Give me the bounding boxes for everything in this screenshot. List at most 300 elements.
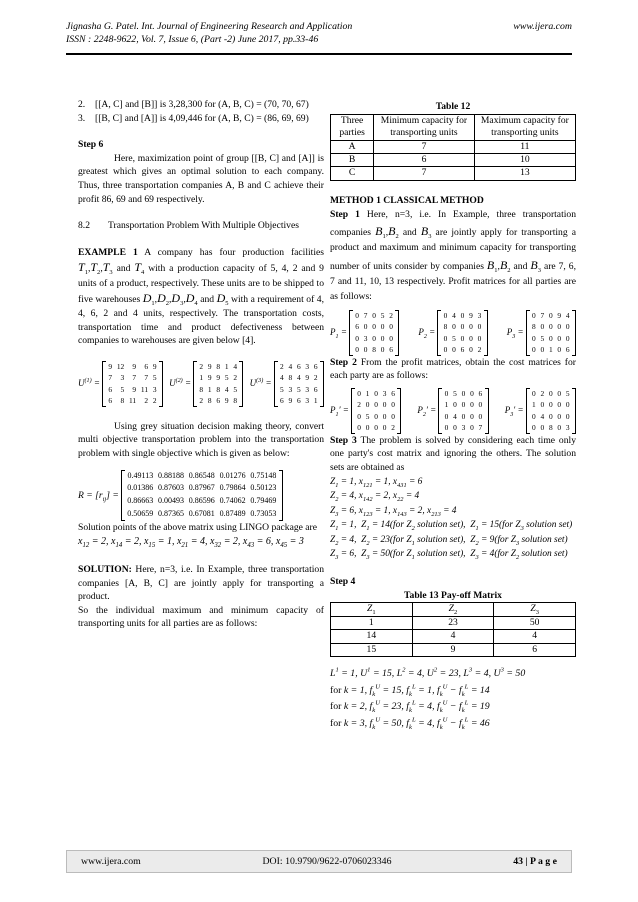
matrix-cell: 2 — [477, 345, 482, 355]
matrix-cell: 0 — [557, 411, 562, 421]
matrix-cell: 0 — [557, 423, 562, 433]
matrix-cell: 0 — [357, 388, 361, 398]
matrix-cell: 8 — [120, 396, 125, 406]
step2-paragraph: Step 2 From the profit matrices, obtain the cost matrices for each party are as follows: — [330, 356, 576, 382]
matrix-cell: 8 — [288, 373, 293, 383]
matrix-cell: 0.86596 — [188, 496, 215, 506]
matrix-cell: 0 — [531, 388, 536, 398]
matrix-cell: 0 — [548, 400, 553, 410]
matrix-cell: 0 — [565, 322, 570, 332]
matrix-cell: 7 — [144, 373, 149, 383]
grey-paragraph: Using grey situation decision making theory, convert multi objective transportation problem into the transportation problem with single objective which is given as below: — [78, 420, 324, 460]
table-cell: 23 — [412, 616, 494, 629]
matrix-C1: $P_1'$ = 0 1 0 3 6 2 0 0 0 0 0 5 0 0 0 0 0 0 0 2 — [330, 388, 401, 434]
list-item: 3. [[B, C] and [A]] is 4,09,446 for (A, B, C) = (86, 69, 69) — [78, 112, 309, 124]
table-row — [331, 643, 576, 656]
matrix-cell: 6 — [478, 388, 483, 398]
table-cell: 7 — [374, 167, 475, 180]
matrix-cell: 3 — [477, 310, 482, 320]
matrix-cell: 5 — [452, 333, 456, 343]
matrix-cell: 0 — [443, 310, 448, 320]
lingo-text: Solution points of the above matrix using LINGO package are — [78, 521, 317, 533]
table-header-cell: $Z_2$ — [412, 603, 494, 616]
table-header-cell: Three parties — [331, 114, 374, 140]
matrix-cell: 0 — [382, 423, 387, 433]
matrix-row — [355, 388, 397, 399]
matrix-cell: 2 — [152, 396, 157, 406]
matrix-cell: 0 — [452, 322, 456, 332]
matrix-cell: 1 — [313, 396, 318, 406]
matrix-cell: 9 — [288, 396, 293, 406]
matrix-R: $R = [r_{ij}]$ = 0.49113 0.88188 0.86548 0.01276 0.75148 0.01386 0.87603 0.87967 0.79864 0.50123 0.86663 0.00493 0.86596 0.74062 0.79469 0.50659 0.87365 0.67081 0.87489 0.73053 — [78, 470, 283, 521]
solution-points: $x_{12} = 2$, $x_{14} = 2$, $x_{15} = 1$, $x_{21} = 4$, $x_{32} = 2$, $x_{43} = 6$, $x_{45} = 3$ — [78, 536, 304, 550]
matrix-cell: 0.01276 — [219, 470, 246, 480]
page-header — [66, 20, 572, 46]
matrix-cell: 0 — [382, 411, 387, 421]
matrix-cell: 3 — [363, 333, 368, 343]
matrix-cell: 0 — [557, 400, 562, 410]
step4-heading: Step 4 — [330, 575, 356, 587]
matrix-cell: 9 — [132, 361, 137, 371]
matrix-cell: 6 — [389, 345, 393, 355]
matrix-row — [353, 310, 395, 321]
matrix-row — [106, 395, 159, 406]
matrix-cell: 0 — [452, 345, 456, 355]
matrix-row — [530, 321, 572, 332]
matrix-cell: 0 — [548, 388, 553, 398]
matrix-row — [125, 470, 279, 483]
table-cell: 15 — [331, 643, 413, 656]
matrix-cell: 1 — [224, 361, 229, 371]
matrix-cell: 0 — [355, 345, 359, 355]
matrix-cell: 0.86663 — [127, 496, 154, 506]
matrix-cell: 0 — [548, 333, 553, 343]
matrix-cell: 7 — [540, 310, 545, 320]
matrix-row — [442, 422, 484, 433]
matrix-cell: 7 — [363, 310, 368, 320]
matrix-cell: 0 — [374, 411, 378, 421]
matrix-cell: 0 — [380, 345, 385, 355]
table-cell: 50 — [494, 616, 576, 629]
matrix-P1: $P_1$ = 0 7 0 5 2 6 0 0 0 0 0 3 0 0 0 0 0 8 0 6 — [330, 310, 399, 356]
table-cell: 9 — [412, 643, 494, 656]
matrix-cell: 0 — [461, 388, 466, 398]
matrix-row — [355, 399, 397, 410]
matrix-cell: 3 — [382, 388, 387, 398]
matrix-cell: 0.87967 — [188, 483, 215, 493]
example-paragraph: EXAMPLE 1 A company has four production facilities $T_1,T_2,T_3$ and $T_4$ with a production capacity of 5, 4, 2 and 9 units of a product, respectively. These units are to be shipped to five warehouses $D_1,D_2,D_3,D_4$ and $D_5$ with a requirement of 4, 4, 6, 2 and 4 units, respectively. The transportation costs, transportation time and product defectiveness between companies to warehouses are given below [4]. — [78, 246, 324, 347]
table-header-cell: Maximum capacity for transporting units — [474, 114, 575, 140]
final-equations: $L^1 = 1$, $U^1 = 15$, $L^2 = 4$, $U^2 = 23$, $L^3 = 4$, $U^3 = 50$ for k = 1, $f_k^U = 15$, $f_k^L = 1$, $f_k^U - f_k^L = 14$ for k = 2, $f_k^U = 23$, $f_k^L = 4$, $f_k^U - f_k^L = 19$ for k = 3, $f_k^U = 50$, $f_k^L = 4$, $f_k^U - f_k^L = 46$ — [330, 666, 526, 731]
matrix-cell: 3 — [152, 384, 157, 394]
matrix-cell: 0.87603 — [158, 483, 185, 493]
matrix-cell: 0 — [548, 310, 553, 320]
matrix-row — [106, 372, 159, 383]
matrix-cell: 5 — [540, 333, 545, 343]
matrix-cell: 6 — [313, 361, 318, 371]
profit-matrices — [330, 310, 576, 356]
matrix-cell: 0 — [444, 388, 449, 398]
matrix-cell: 6 — [296, 396, 301, 406]
matrix-row — [530, 310, 572, 321]
matrix-row — [197, 372, 239, 383]
matrix-cell: 3 — [120, 373, 125, 383]
matrix-cell: 0 — [389, 333, 393, 343]
step6-text: Here, maximization point of group [[B, C] and [A]] is greatest which gives an optimal solution to each company. Thus, three transportation companies A, B and C achieve their profit 86, 69 and 69 respectively. — [78, 152, 324, 205]
matrix-cell: 1 — [365, 388, 370, 398]
table-cell: 4 — [412, 630, 494, 643]
matrix-cell: 7 — [132, 373, 137, 383]
matrix-cell: 8 — [233, 396, 238, 406]
matrix-cell: 4 — [540, 411, 545, 421]
matrix-cell: 0.88188 — [158, 470, 185, 480]
matrix-cell: 0.67081 — [188, 509, 215, 519]
matrix-cell: 4 — [453, 411, 457, 421]
matrix-P2: $P_2$ = 0 4 0 9 3 8 0 0 0 0 0 5 0 0 0 0 0 6 0 2 — [418, 310, 487, 356]
matrix-cell: 9 — [108, 361, 113, 371]
matrix-cell: 6 — [460, 345, 465, 355]
matrix-cell: 0 — [461, 400, 466, 410]
matrix-cell: 8 — [216, 361, 221, 371]
matrix-cell: 5 — [279, 384, 284, 394]
footer-doi: DOI: 10.9790/9622-0706023346 — [262, 855, 392, 867]
matrix-row — [530, 411, 572, 422]
matrix-cell: 2 — [199, 361, 204, 371]
matrix-row — [353, 344, 395, 355]
table-row — [331, 630, 576, 643]
matrix-cell: 8 — [372, 345, 376, 355]
matrix-row — [530, 422, 572, 433]
matrix-row — [441, 321, 483, 332]
matrix-row — [278, 395, 320, 406]
matrix-cell: 4 — [224, 384, 229, 394]
table-header-row — [331, 603, 576, 616]
matrix-C3: $P_3'$ = 0 2 0 0 5 1 0 0 0 0 0 4 0 0 0 0 0 8 0 3 — [505, 388, 576, 434]
table-cell: 6 — [374, 154, 475, 167]
table-13 — [330, 602, 576, 657]
matrix-cell: 3 — [461, 423, 466, 433]
list-item: 2. [[A, C] and [B]] is 3,28,300 for (A, B, C) = (70, 70, 67) — [78, 99, 309, 110]
matrix-cell: 12 — [116, 361, 125, 371]
matrix-cell: 0 — [372, 333, 376, 343]
matrix-cell: 0 — [443, 345, 448, 355]
matrix-cell: 0 — [469, 345, 473, 355]
matrix-row — [197, 361, 239, 372]
table-cell: 11 — [474, 140, 575, 153]
matrix-U2: $U^{(2)}$ = 2 9 8 1 4 1 9 9 5 2 8 1 8 4 5 2 8 6 9 8 — [169, 361, 243, 407]
matrix-row — [441, 333, 483, 344]
matrix-cell: 4 — [296, 373, 301, 383]
matrix-cell: 0 — [540, 345, 545, 355]
table-cell: 7 — [374, 140, 475, 153]
matrix-cell: 6 — [355, 322, 359, 332]
matrix-cell: 0.01386 — [127, 483, 154, 493]
matrix-cell: 1 — [199, 373, 204, 383]
matrix-cell: 9 — [132, 384, 137, 394]
matrix-cell: 2 — [389, 310, 393, 320]
objective-matrices — [78, 361, 324, 407]
matrix-cell: 0 — [531, 310, 536, 320]
matrix-cell: 7 — [478, 423, 483, 433]
matrix-cell: 2 — [313, 373, 318, 383]
matrix-row — [355, 422, 397, 433]
matrix-cell: 0 — [531, 333, 536, 343]
table-cell: 4 — [494, 630, 576, 643]
matrix-cell: 0 — [382, 400, 387, 410]
matrix-cell: 4 — [279, 373, 284, 383]
matrix-row — [278, 372, 320, 383]
matrix-cell: 11 — [129, 396, 137, 406]
matrix-cell: 0.79469 — [250, 496, 277, 506]
solution-paragraph: SOLUTION: Here, n=3, i.e. In Example, three transportation companies [A, B, C] are jointly apply for transporting a product. — [78, 563, 324, 603]
matrix-cell: 0 — [453, 400, 457, 410]
matrix-cell: 3 — [565, 423, 570, 433]
page-footer — [66, 850, 572, 873]
table-header-cell: $Z_1$ — [331, 603, 413, 616]
matrix-cell: 6 — [216, 396, 221, 406]
matrix-cell: 0.50659 — [127, 509, 154, 519]
matrix-cell: 5 — [565, 388, 570, 398]
matrix-cell: 0.49113 — [127, 470, 154, 480]
matrix-cell: 0 — [470, 400, 474, 410]
matrix-cell: 2 — [391, 423, 395, 433]
matrix-row — [125, 508, 279, 521]
matrix-cell: 3 — [305, 384, 310, 394]
matrix-cell: 8 — [548, 423, 553, 433]
matrix-cell: 0 — [531, 411, 536, 421]
matrix-cell: 2 — [144, 396, 149, 406]
matrix-cell: 9 — [216, 373, 221, 383]
table12-title: Table 12 — [435, 101, 471, 112]
matrix-cell: 5 — [120, 384, 125, 394]
matrix-cell: 9 — [207, 373, 212, 383]
matrix-C2: $P_2'$ = 0 5 0 0 6 1 0 0 0 0 0 4 0 0 0 0 0 3 0 7 — [417, 388, 488, 434]
matrix-cell: 0 — [460, 333, 465, 343]
matrix-U1: $U^{(1)}$ = 9 12 9 6 9 7 3 7 7 5 6 5 9 11 3 6 8 11 2 2 — [78, 361, 163, 407]
matrix-cell: 0 — [460, 322, 465, 332]
matrix-row — [106, 384, 159, 395]
matrix-cell: 0 — [557, 388, 562, 398]
table-row — [331, 167, 576, 180]
matrix-cell: 0 — [565, 333, 570, 343]
matrix-cell: 0 — [469, 333, 473, 343]
step6-heading: Step 6 — [78, 139, 104, 151]
table-cell: A — [331, 140, 374, 153]
matrix-cell: 0 — [355, 333, 359, 343]
matrix-cell: 0 — [444, 411, 449, 421]
header-url[interactable]: www.ijera.com — [513, 21, 572, 32]
table-cell: B — [331, 154, 374, 167]
matrix-row — [278, 384, 320, 395]
matrix-cell: 0 — [469, 322, 473, 332]
left-column — [78, 98, 324, 631]
matrix-cell: 0.87489 — [219, 509, 246, 519]
matrix-cell: 0 — [365, 423, 370, 433]
matrix-P3: $P_3$ = 0 7 0 9 4 8 0 0 0 0 0 5 0 0 0 0 0 1 0 6 — [507, 310, 576, 356]
matrix-cell: 0 — [470, 388, 474, 398]
matrix-row — [442, 399, 484, 410]
matrix-cell: 0 — [444, 423, 449, 433]
matrix-cell: 0.79864 — [219, 483, 246, 493]
matrix-cell: 0 — [565, 400, 570, 410]
matrix-cell: 5 — [380, 310, 385, 320]
matrix-row — [441, 310, 483, 321]
matrix-cell: 6 — [144, 361, 149, 371]
table-cell: 6 — [494, 643, 576, 656]
matrix-cell: 0 — [391, 411, 395, 421]
table-row — [331, 616, 576, 629]
matrix-row — [353, 321, 395, 332]
matrix-cell: 9 — [557, 310, 562, 320]
matrix-row — [441, 344, 483, 355]
matrix-cell: 0 — [443, 333, 448, 343]
matrix-cell: 1 — [444, 400, 449, 410]
matrix-cell: 0 — [470, 411, 474, 421]
matrix-cell: 0 — [355, 310, 359, 320]
table-cell: 14 — [331, 630, 413, 643]
matrix-cell: 8 — [443, 322, 448, 332]
matrix-cell: 0 — [374, 423, 378, 433]
matrix-cell: 5 — [224, 373, 229, 383]
matrix-cell: 0.73053 — [250, 509, 277, 519]
matrix-cell: 0 — [380, 322, 385, 332]
matrix-cell: 7 — [108, 373, 113, 383]
matrix-cell: 0 — [557, 333, 562, 343]
matrix-cell: 9 — [469, 310, 473, 320]
matrix-cell: 2 — [357, 400, 361, 410]
matrix-cell: 0 — [372, 310, 376, 320]
table-cell: 1 — [331, 616, 413, 629]
matrix-cell: 0 — [374, 400, 378, 410]
matrix-row — [530, 388, 572, 399]
matrix-cell: 9 — [224, 396, 229, 406]
matrix-cell: 0.87365 — [158, 509, 185, 519]
table-12 — [330, 114, 576, 181]
matrix-cell: 5 — [296, 384, 301, 394]
table-header-cell: $Z_3$ — [494, 603, 576, 616]
matrix-cell: 0 — [363, 322, 368, 332]
step1-paragraph: Step 1 Here, n=3, i.e. In Example, three transportation companies $B_1,B_2$ and $B_3$ are jointly apply for transporting a product and maximum and minimum capacity for transporting number of units consider by companies $B_1,B_2$ and $B_3$ are 7, 6, 7 and 11, 10, 13 respectively. Profit matrices for all parties are as follows: — [330, 208, 576, 302]
matrix-cell: 1 — [207, 384, 212, 394]
matrix-U3: $U^{(3)}$ = 2 4 6 3 6 4 8 4 9 2 5 3 5 3 6 6 9 6 3 1 — [250, 361, 324, 407]
matrix-cell: 9 — [207, 361, 212, 371]
matrix-cell: 0 — [540, 423, 545, 433]
matrix-cell: 3 — [305, 396, 310, 406]
matrix-cell: 1 — [531, 400, 536, 410]
matrix-cell: 0 — [557, 322, 562, 332]
matrix-cell: 2 — [199, 396, 204, 406]
matrix-cell: 9 — [305, 373, 310, 383]
journal-line: Jignasha G. Patel. Int. Journal of Engineering Research and Application — [66, 21, 353, 32]
matrix-cell: 8 — [531, 322, 536, 332]
matrix-cell: 0 — [374, 388, 378, 398]
matrix-cell: 2 — [540, 388, 545, 398]
matrix-cell: 2 — [279, 361, 284, 371]
matrix-cell: 0 — [461, 411, 466, 421]
step3-paragraph: Step 3 The problem is solved by considering each time only one party's cost matrix and ignoring the others. The solution sets are obtained as — [330, 434, 576, 473]
matrix-cell: 8 — [199, 384, 204, 394]
matrix-cell: 6 — [313, 384, 318, 394]
matrix-cell: 6 — [108, 396, 113, 406]
matrix-cell: 0 — [389, 322, 393, 332]
matrix-cell: 0 — [357, 423, 361, 433]
matrix-cell: 0 — [548, 322, 553, 332]
matrix-cell: 0.75148 — [250, 470, 277, 480]
matrix-row — [353, 333, 395, 344]
matrix-cell: 0 — [540, 400, 545, 410]
matrix-row — [530, 399, 572, 410]
table13-title: Table 13 Pay-off Matrix — [404, 589, 502, 601]
matrix-row — [442, 388, 484, 399]
matrix-cell: 4 — [233, 361, 238, 371]
matrix-row — [355, 411, 397, 422]
matrix-row — [197, 395, 239, 406]
section-heading: 8.2 Transportation Problem With Multiple Objectives — [78, 220, 299, 232]
table-cell: C — [331, 167, 374, 180]
matrix-cell: 0.00493 — [158, 496, 185, 506]
matrix-cell: 0 — [477, 333, 482, 343]
solution-equations: $Z_1 = 1$, $x_{121} = 1$, $x_{431} = 6$ $Z_2 = 4$, $x_{142} = 2$, $x_{22} = 4$ $Z_3 = 6$, $x_{123} = 1$, $x_{143} = 2$, $x_{213} = 4$ $Z_1 = 1$, $Z_1 = 14(for$ $Z_2$ solution set), $Z_1 = 15(for$ $Z_3$ solution set) $Z_2 = 4$, $Z_2 = 23(for$ $Z_1$ solution set), $Z_2 = 9(for$ $Z_3$ solution set) $Z_3 = 6$, $Z_3 = 50(for$ $Z_1$ solution set), $Z_3 = 4(for$ $Z_2$ solution set) — [330, 476, 573, 562]
cost-matrices — [330, 388, 576, 434]
page-number: 43 | P a g e — [513, 855, 557, 867]
matrix-row — [278, 361, 320, 372]
matrix-cell: 0.50123 — [250, 483, 277, 493]
matrix-cell: 0 — [365, 400, 370, 410]
table-cell: 10 — [474, 154, 575, 167]
right-column — [330, 100, 576, 733]
matrix-cell: 0 — [460, 310, 465, 320]
table-row — [331, 140, 576, 153]
matrix-cell: 0 — [557, 345, 562, 355]
matrix-cell: 5 — [365, 411, 370, 421]
matrix-cell: 0.86548 — [188, 470, 215, 480]
matrix-row — [530, 333, 572, 344]
matrix-cell: 0 — [470, 423, 474, 433]
matrix-cell: 6 — [279, 396, 284, 406]
matrix-cell: 0 — [531, 345, 536, 355]
method-heading: METHOD 1 CLASSICAL METHOD — [330, 194, 484, 206]
issn-line: ISSN : 2248-9622, Vol. 7, Issue 6, (Part -2) June 2017, pp.33-46 — [66, 34, 319, 46]
matrix-cell: 0 — [478, 400, 483, 410]
matrix-cell: 2 — [233, 373, 238, 383]
table-header-row — [331, 114, 576, 140]
matrix-row — [106, 361, 159, 372]
matrix-row — [125, 495, 279, 508]
matrix-cell: 8 — [207, 396, 212, 406]
matrix-cell: 0 — [357, 411, 361, 421]
matrix-cell: 6 — [565, 345, 570, 355]
matrix-cell: 9 — [152, 361, 157, 371]
header-rule — [66, 53, 572, 55]
matrix-cell: 0 — [477, 322, 482, 332]
matrix-row — [197, 384, 239, 395]
matrix-row — [442, 411, 484, 422]
matrix-cell: 4 — [452, 310, 456, 320]
table-row — [331, 154, 576, 167]
footer-url[interactable]: www.ijera.com — [81, 855, 141, 867]
matrix-cell: 6 — [296, 361, 301, 371]
matrix-cell: 5 — [453, 388, 457, 398]
matrix-cell: 0 — [380, 333, 385, 343]
table-cell: 13 — [474, 167, 575, 180]
matrix-cell: 5 — [233, 384, 238, 394]
matrix-cell: 0 — [531, 423, 536, 433]
matrix-cell: 0 — [372, 322, 376, 332]
solution-paragraph-2: So the individual maximum and minimum capacity of transporting units for all parties are as follows: — [78, 604, 324, 630]
matrix-cell: 0 — [565, 411, 570, 421]
matrix-cell: 4 — [565, 310, 570, 320]
table-header-cell: Minimum capacity for transporting units — [374, 114, 475, 140]
